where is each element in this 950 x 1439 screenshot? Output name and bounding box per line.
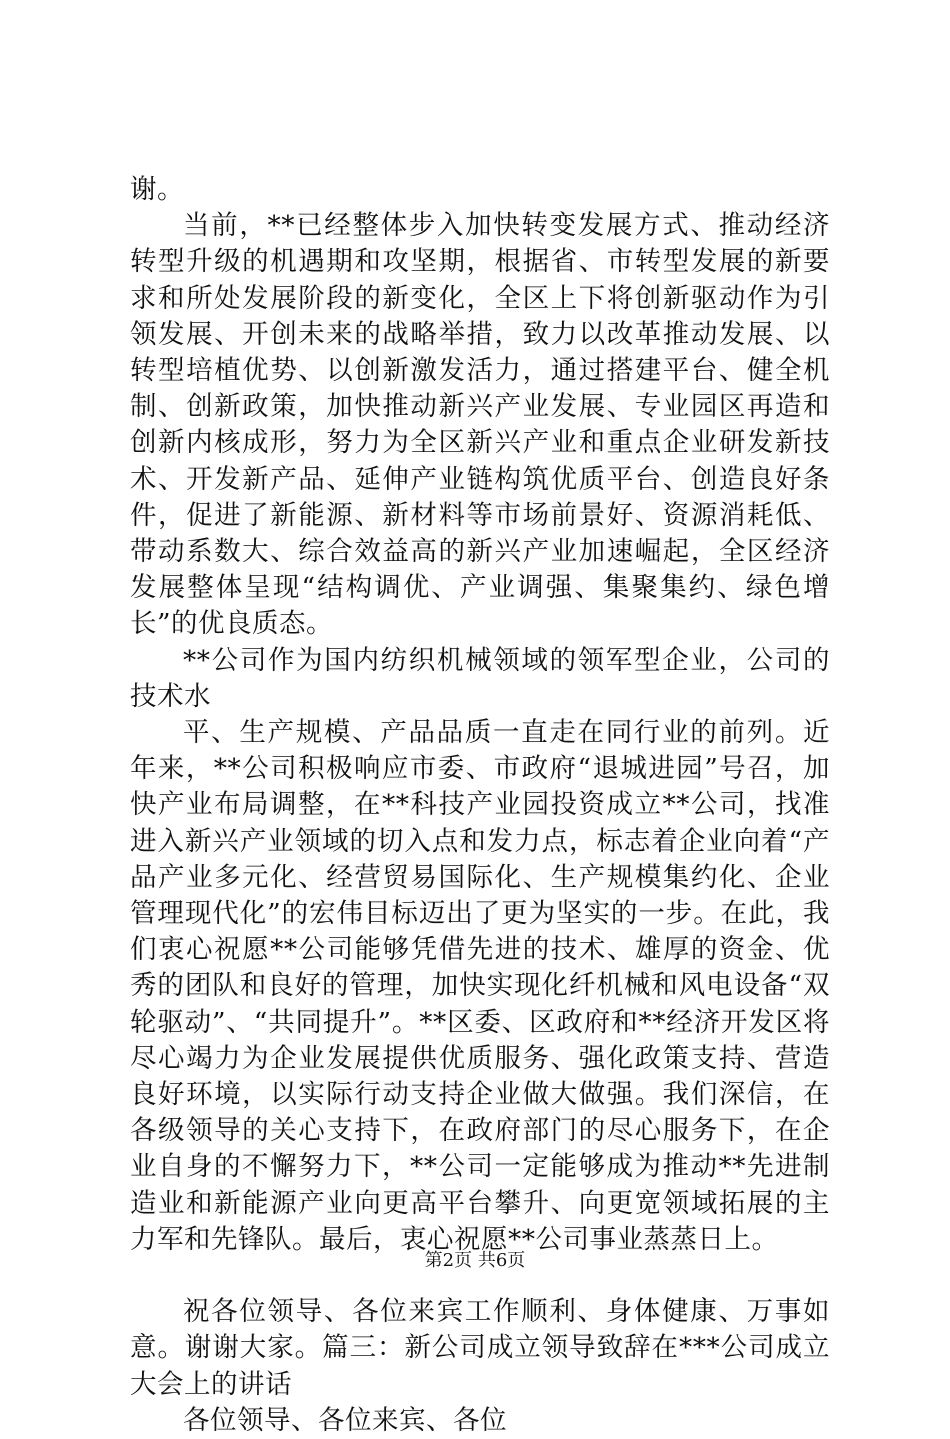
page-number-footer: 第2页 共6页: [424, 1250, 526, 1271]
paragraph-salutation: 各位领导、各位来宾、各位: [183, 1404, 507, 1436]
paragraph-closing-fragment: 谢。: [130, 174, 184, 205]
paragraph-wishes: 祝各位领导、各位来宾工作顺利、身体健康、万事如意。谢谢大家。篇三：新公司成立领导致辞在***公司成立大会上的讲话: [130, 1296, 830, 1400]
paragraph-current-situation: 当前，**已经整体步入加快转变发展方式、推动经济转型升级的机遇期和攻坚期，根据省、市转型发展的新要求和所处发展阶段的新变化，全区上下将创新驱动作为引领发展、开创未来的战略举措，致力以改革推动发展、以转型培植优势、以创新激发活力，通过搭建平台、健全机制、创新政策，加快推动新兴产业发展、专业园区再造和创新内核成形，努力为全区新兴产业和重点企业研发新技术、开发新产品、延伸产业链构筑优质平台、创造良好条件，促进了新能源、新材料等市场前景好、资源消耗低、带动系数大、综合效益高的新兴产业加速崛起，全区经济发展整体呈现“结构调优、产业调强、集聚集约、绿色增长”的优良质态。: [130, 210, 830, 640]
paragraph-company-development: 平、生产规模、产品品质一直走在同行业的前列。近年来，**公司积极响应市委、市政府“退城进园”号召，加快产业布局调整，在**科技产业园投资成立**公司，找准进入新兴产业领域的切入点和发力点，标志着企业向着“产品产业多元化、经营贸易国际化、生产规模集约化、企业管理现代化”的宏伟目标迈出了更为坚实的一步。在此，我们衷心祝愿**公司能够凭借先进的技术、雄厚的资金、优秀的团队和良好的管理，加快实现化纤机械和风电设备“双轮驱动”、“共同提升”。**区委、区政府和**经济开发区将尽心竭力为企业发展提供优质服务、强化政策支持、营造良好环境，以实际行动支持企业做大做强。我们深信，在各级领导的关心支持下，在政府部门的尽心服务下，在企业自身的不懈努力下，**公司一定能够成为推动**先进制造业和新能源产业向更高平台攀升、向更宽领域拓展的主力军和先锋队。最后，衷心祝愿**公司事业蒸蒸日上。: [130, 717, 830, 1255]
paragraph-company-intro: **公司作为国内纺织机械领域的领军型企业，公司的技术水: [130, 644, 830, 712]
